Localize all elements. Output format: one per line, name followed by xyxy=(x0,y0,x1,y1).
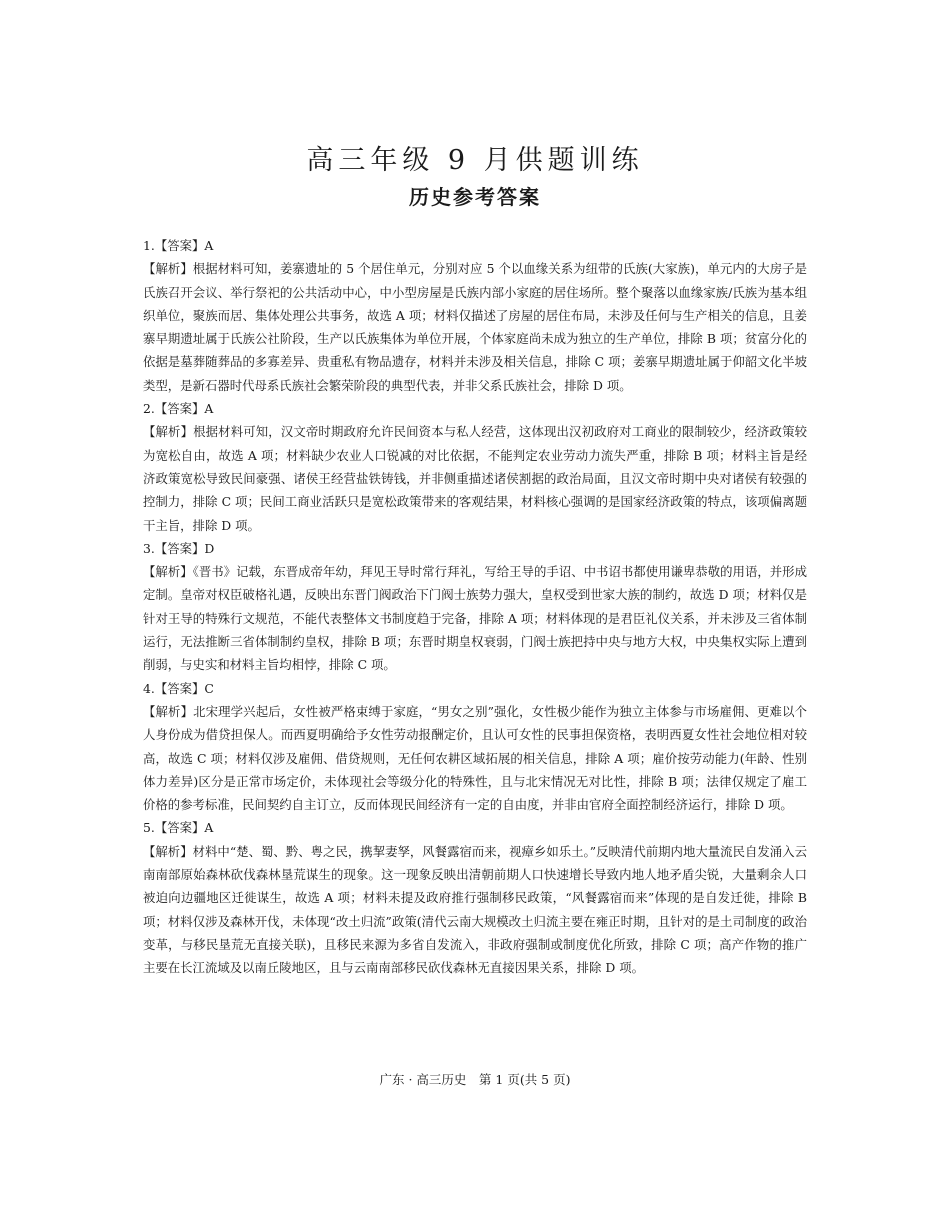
analysis-paragraph: 【解析】材料中“楚、蜀、黔、粤之民，携挈妻孥，风餐露宿而来，视瘴乡如乐土。”反映清代前期内地大量流民自发涌入云南南部原始森林砍伐森林垦荒谋生的现象。这一现象反映出清朝前期人口快速增长导致内地人地矛盾尖锐，大量剩余人口被迫向边疆地区迁徙谋生，故选 A 项；材料未提及政府推行强制移民政策，“风餐露宿而来”体现的是自发迁徙，排除 B 项；材料仅涉及森林开伐，未体现“改土归流”政策(清代云南大规模改土归流主要在雍正时期，且针对的是土司制度的政治变革，与移民垦荒无直接关联)，且移民来源为多省自发流入，非政府强制或制度优化所致，排除 C 项；高产作物的推广主要在长江流域及以南丘陵地区，且与云南南部移民砍伐森林无直接因果关系，排除 D 项。 xyxy=(143,843,807,976)
answer-content xyxy=(143,234,807,980)
analysis-paragraph: 【解析】根据材料可知，汉文帝时期政府允许民间资本与私人经营，这体现出汉初政府对工商业的限制较少，经济政策较为宽松自由，故选 A 项；材料缺少农业人口锐减的对比依据，不能判定农业劳动力流失严重，排除 B 项；材料主旨是经济政策宽松导致民间豪强、诸侯王经营盐铁铸钱，并非侧重描述诸侯割据的政治局面，且汉文帝时期中央对诸侯有较强的控制力，排除 C 项；民间工商业活跃只是宽松政策带来的客观结果，材料核心强调的是国家经济政策的特点，该项偏离题干主旨，排除 D 项。 xyxy=(143,424,807,533)
question-3 xyxy=(143,537,807,677)
answer-line: 4.【答案】C xyxy=(143,680,214,696)
page-title: 高三年级 9 月供题训练 xyxy=(306,145,644,176)
question-1 xyxy=(143,234,807,397)
answer-line: 5.【答案】A xyxy=(143,820,214,836)
answer-line: 2.【答案】A xyxy=(143,401,214,417)
page-footer: 广东 · 高三历史 第 1 页(共 5 页) xyxy=(379,1072,571,1087)
analysis-paragraph: 【解析】北宋理学兴起后，女性被严格束缚于家庭，“男女之别”强化，女性极少能作为独立主体参与市场雇佣、更难以个人身份成为借贷担保人。而西夏明确给予女性劳动报酬定价，且认可女性的民事担保资格，表明西夏女性社会地位相对较高，故选 C 项；材料仅涉及雇佣、借贷规则，无任何农耕区域拓展的相关信息，排除 A 项；雇价按劳动能力(年龄、性别体力差异)区分是正常市场定价，未体现社会等级分化的特殊性，且与北宋情况无对比性，排除 B 项；法律仅规定了雇工价格的参考标准，民间契约自主订立，反而体现民间经济有一定的自由度，并非由官府全面控制经济运行，排除 D 项。 xyxy=(143,703,807,813)
question-2 xyxy=(143,397,807,537)
question-4 xyxy=(143,677,807,817)
question-5 xyxy=(143,816,807,979)
analysis-paragraph: 【解析】根据材料可知，姜寨遗址的 5 个居住单元，分别对应 5 个以血缘关系为纽带的氏族(大家族)，单元内的大房子是氏族召开会议、举行祭祀的公共活动中心，中小型房屋是氏族内部小家庭的居住场所。整个聚落以血缘家族/氏族为基本组织单位，聚族而居、集体处理公共事务，故选 A 项；材料仅描述了房屋的居住布局，未涉及任何与生产相关的信息，且姜寨早期遗址属于氏族公社阶段，生产以氏族集体为单位开展，个体家庭尚未成为独立的生产单位，排除 B 项；贫富分化的依据是墓葬随葬品的多寡差异、贵重私有物品遗存，材料并未涉及相关信息，排除 C 项；姜寨早期遗址属于仰韶文化半坡类型，是新石器时代母系氏族社会繁荣阶段的典型代表，并非父系氏族社会，排除 D 项。 xyxy=(143,261,807,393)
page-subtitle: 历史参考答案 xyxy=(409,185,541,209)
answer-line: 1.【答案】A xyxy=(143,238,214,253)
answer-line: 3.【答案】D xyxy=(143,540,215,556)
analysis-paragraph: 【解析】《晋书》记载，东晋成帝年幼，拜见王导时常行拜礼，写给王导的手诏、中书诏书都使用谦卑恭敬的用语，并形成定制。皇帝对权臣破格礼遇，反映出东晋门阀政治下门阀士族势力强大，皇权受到世家大族的制约，故选 D 项；材料仅是针对王导的特殊行文规范，不能代表整体文书制度趋于完备，排除 A 项；材料体现的是君臣礼仪关系，并未涉及三省体制运行，无法推断三省体制制约皇权，排除 B 项；东晋时期皇权衰弱，门阀士族把持中央与地方大权，中央集权实际上遭到削弱，与史实和材料主旨均相悖，排除 C 项。 xyxy=(143,564,807,673)
